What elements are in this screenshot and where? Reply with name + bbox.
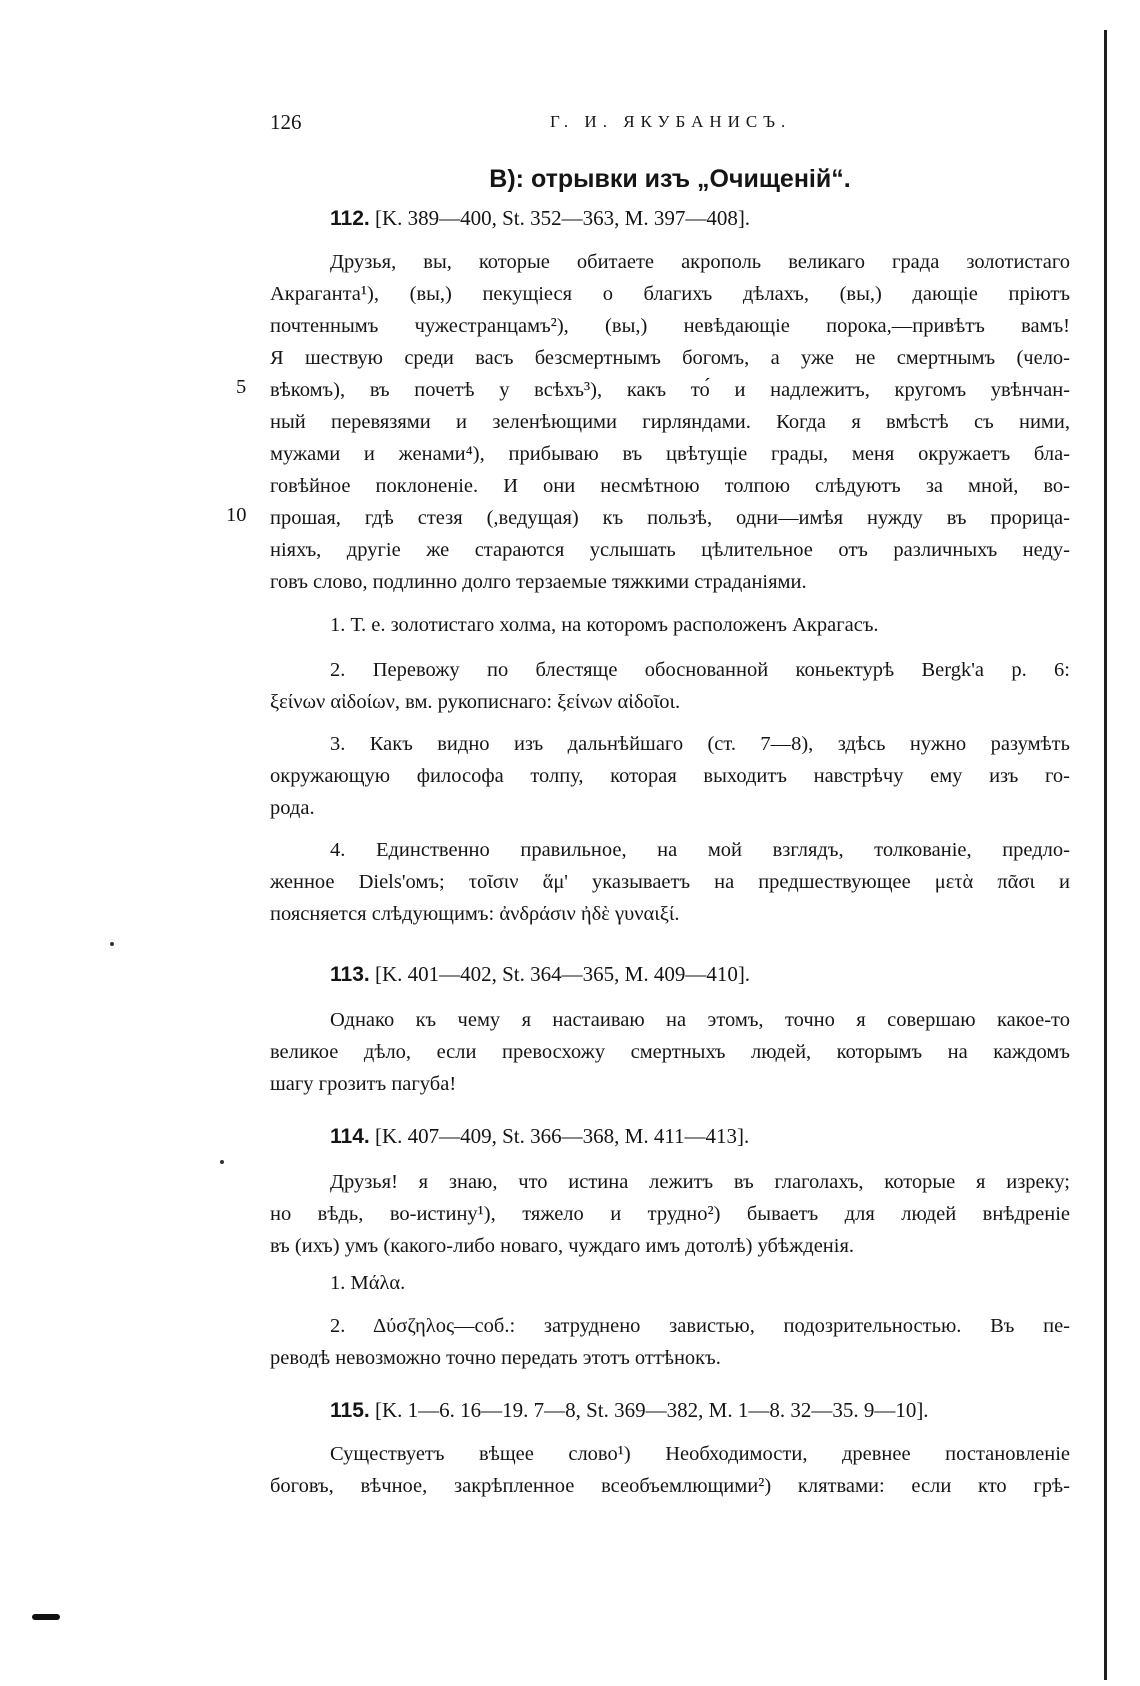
text-line: Друзья, вы, которые обитаете акрополь великаго града золотистаго	[330, 251, 1070, 273]
text-line: ніяхъ, другіе же стараются услышать цѣлительное отъ различныхъ неду-	[270, 539, 1070, 561]
text-line: Я шествую среди васъ безсмертнымъ богомъ, а уже не смертнымъ (чело-	[270, 347, 1070, 369]
fragment-number: 113.	[330, 963, 370, 986]
footnote: 1. Μάλα.	[330, 1272, 406, 1294]
fragment-number: 114.	[330, 1125, 370, 1148]
fragment-reference: [K. 1—6. 16—19. 7—8, St. 369—382, M. 1—8. 32—35. 9—10].	[374, 1398, 929, 1422]
scan-mark	[32, 1614, 60, 1620]
binding-edge-line	[1104, 30, 1107, 1680]
text-line: ный перевязями и зеленѣющими гирляндами. Когда я вмѣстѣ съ ними,	[270, 411, 1070, 433]
text-line: боговъ, вѣчное, закрѣпленное всеобъемлющими²) клятвами: если кто грѣ-	[270, 1475, 1070, 1497]
text-line: великое дѣло, если превосхожу смертныхъ людей, которымъ на каждомъ	[270, 1041, 1070, 1063]
footnote: ξείνων αἰδοίων, вм. рукописнаго: ξείνων αἰδοῖοι.	[270, 691, 681, 713]
text-line: шагу грозитъ пагуба!	[270, 1073, 457, 1095]
text-line: вѣкомъ), въ почетѣ у всѣхъ³), какъ то́ и надлежитъ, кругомъ увѣнчан-	[270, 379, 1070, 401]
fragment-heading	[330, 1124, 749, 1149]
footnote: окружающую философа толпу, которая выходитъ навстрѣчу ему изъ го-	[270, 765, 1070, 787]
text-line: прошая, гдѣ стезя (,ведущая) къ пользѣ, одни—имѣя нужду въ прорица-	[270, 507, 1070, 529]
footnote: 3. Какъ видно изъ дальнѣйшаго (ст. 7—8), здѣсь нужно разумѣть	[330, 733, 1070, 755]
scan-speck	[220, 1160, 224, 1164]
fragment-heading	[330, 1398, 929, 1423]
text-line: Однако къ чему я настаиваю на этомъ, точно я совершаю какое-то	[330, 1009, 1070, 1031]
footnote: 2. Перевожу по блестяще обоснованной коньектурѣ Bergk'а р. 6:	[330, 659, 1070, 681]
footnote: 2. Δύσζηλος—соб.: затруднено завистью, подозрительностью. Въ пе-	[330, 1315, 1070, 1337]
footnote: рода.	[270, 797, 315, 819]
line-number: 5	[236, 376, 247, 398]
fragment-reference: [K. 407—409, St. 366—368, M. 411—413].	[374, 1124, 750, 1148]
footnote: 1. Т. е. золотистаго холма, на которомъ расположенъ Акрагасъ.	[330, 614, 879, 636]
running-header	[270, 110, 830, 140]
running-title: Г. И. ЯКУБАНИСЪ.	[550, 112, 792, 131]
fragment-heading	[330, 206, 750, 231]
text-line: говѣйное поклоненіе. И они несмѣтною толпою слѣдуютъ за мной, во-	[270, 475, 1070, 497]
text-line: въ (ихъ) умъ (какого-либо новаго, чуждаго имъ дотолѣ) убѣжденія.	[270, 1235, 855, 1257]
fragment-number: 112.	[330, 207, 370, 230]
line-number: 10	[226, 504, 247, 526]
text-line: почтеннымъ чужестранцамъ²), (вы,) невѣдающіе порока,—привѣтъ вамъ!	[270, 315, 1070, 337]
fragment-reference: [K. 401—402, St. 364—365, M. 409—410].	[374, 962, 751, 986]
footnote: женное Diels'омъ; τοῖσιν ἅμ' указываетъ на предшествующее μετὰ πᾶσι и	[270, 871, 1070, 893]
fragment-number: 115.	[330, 1399, 370, 1422]
text-line: говъ слово, подлинно долго терзаемые тяжкими страданіями.	[270, 571, 807, 593]
footnote: реводѣ невозможно точно передать этотъ оттѣнокъ.	[270, 1347, 721, 1369]
footnote: 4. Единственно правильное, на мой взглядъ, толкованіе, предло-	[330, 839, 1070, 861]
page-number: 126	[270, 110, 302, 134]
text-line: мужами и женами⁴), прибываю въ цвѣтущіе грады, меня окружаетъ бла-	[270, 443, 1070, 465]
fragment-reference: [K. 389—400, St. 352—363, M. 397—408].	[374, 206, 751, 230]
footnote: поясняется слѣдующимъ: ἀνδράσιν ἠδὲ γυναιξί.	[270, 903, 680, 925]
text-line: Акраганта¹), (вы,) пекущіеся о благихъ дѣлахъ, (вы,) дающіе пріютъ	[270, 283, 1070, 305]
section-title: B): отрывки изъ „Очищеній“.	[489, 165, 851, 193]
text-line: Существуетъ вѣщее слово¹) Необходимости, древнее постановленіе	[330, 1443, 1070, 1465]
text-line: но вѣдь, во-истину¹), тяжело и трудно²) бываетъ для людей внѣдреніе	[270, 1203, 1070, 1225]
text-line: Друзья! я знаю, что истина лежитъ въ глаголахъ, которые я изреку;	[330, 1171, 1070, 1193]
scan-speck	[110, 942, 114, 946]
fragment-heading	[330, 962, 750, 987]
